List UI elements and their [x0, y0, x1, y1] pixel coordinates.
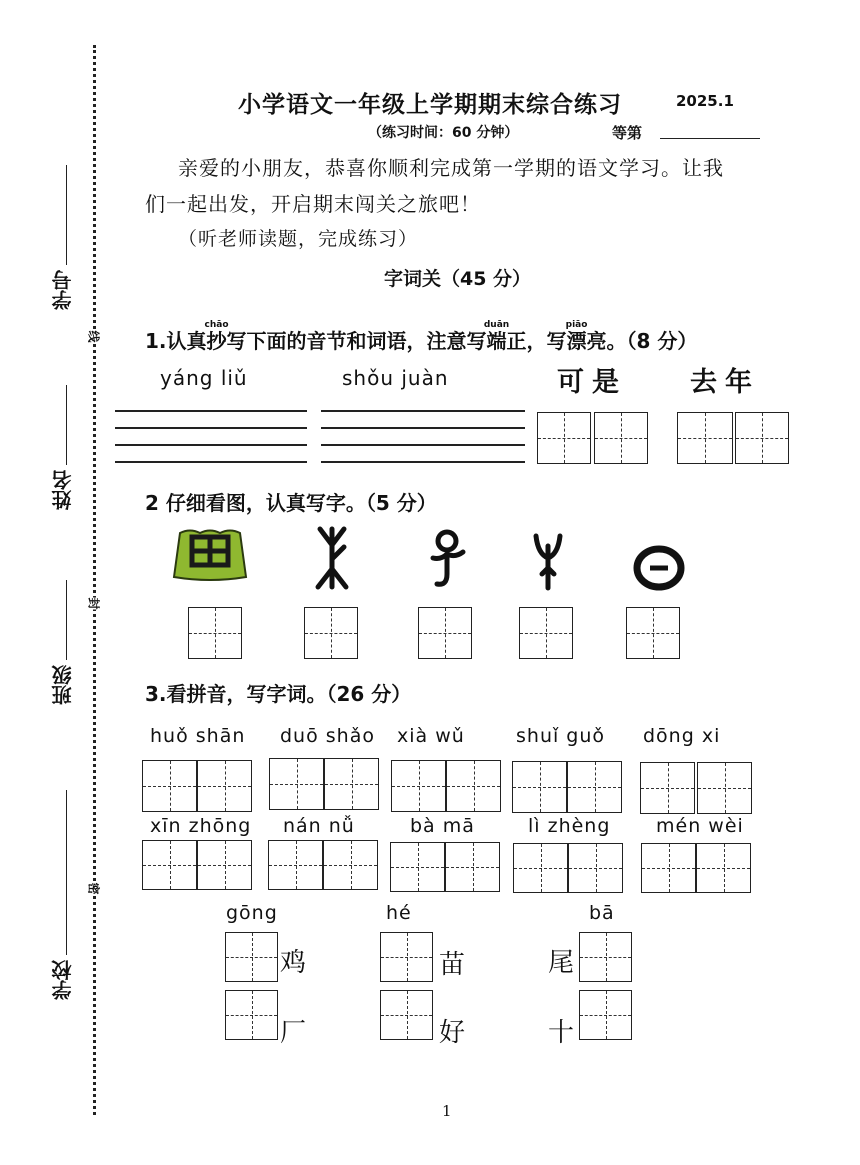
q3-tian-box[interactable]: [268, 840, 323, 890]
seal-char-mi: 密: [86, 882, 101, 895]
grass-pictograph-icon: [528, 532, 568, 592]
q3-char-hao: 好: [439, 1018, 466, 1048]
q1-ruby-piao: piāo: [565, 320, 588, 330]
q2-tian-box[interactable]: [418, 607, 472, 659]
q3-pinyin-ba: bā: [589, 902, 615, 924]
page-number: 1: [442, 1102, 452, 1120]
q1-tian-box[interactable]: [735, 412, 789, 464]
q1-num: 1.: [145, 329, 167, 353]
q3-tian-box[interactable]: [391, 760, 446, 812]
q3-tian-box[interactable]: [513, 843, 568, 893]
time-note: （练习时间：60 分钟）: [368, 125, 519, 141]
name-field[interactable]: [66, 385, 67, 465]
q3-char-shi: 十: [548, 1018, 575, 1048]
student-id-label: 学号: [51, 270, 75, 310]
q3-tian-box[interactable]: [567, 761, 622, 813]
q1-char-piao: 漂: [565, 329, 588, 353]
q1-char-duan: 端: [483, 329, 510, 353]
q1-ruby-duan: duān: [483, 320, 510, 330]
q3-pinyin: nán nǚ: [283, 815, 355, 837]
q3-pinyin: xià wǔ: [397, 725, 465, 747]
q1-tian-box[interactable]: [677, 412, 733, 464]
q3-pinyin: huǒ shān: [150, 725, 246, 747]
q3-title: 3.看拼音，写字词。（26 分）: [145, 682, 412, 706]
q1-pinyin-2: shǒu juàn: [342, 366, 449, 390]
q3-tian-box[interactable]: [640, 762, 695, 814]
q3-char-chang: 厂: [280, 1018, 307, 1048]
intro-line-3: （听老师读题，完成练习）: [178, 228, 419, 250]
q1-text-1: 认真: [166, 329, 207, 353]
q3-tian-box[interactable]: [225, 932, 278, 982]
q3-char-ji: 鸡: [280, 948, 307, 978]
q3-tian-box[interactable]: [324, 758, 379, 810]
q3-pinyin-gong: gōng: [226, 902, 278, 924]
q3-char-wei: 尾: [548, 948, 575, 978]
sun-pictograph-icon: [632, 544, 686, 592]
q3-pinyin: shuǐ guǒ: [516, 725, 606, 747]
q1-writing-lines-1[interactable]: [115, 410, 307, 466]
q1-word-2: 去年: [690, 367, 760, 398]
tree-pictograph-icon: [312, 525, 352, 591]
q3-tian-box[interactable]: [269, 758, 324, 810]
q2-tian-box[interactable]: [188, 607, 242, 659]
q1-word-1: 可是: [557, 367, 627, 398]
q1-text-3: 正，写: [506, 329, 567, 353]
class-label: 班级: [51, 665, 75, 705]
q1-writing-lines-2[interactable]: [321, 410, 525, 466]
school-field[interactable]: [66, 790, 67, 955]
q2-tian-box[interactable]: [626, 607, 680, 659]
q1-tian-box[interactable]: [594, 412, 648, 464]
q1-pinyin-1: yáng liǔ: [160, 366, 248, 390]
q1-text-4: 亮。（8 分）: [586, 329, 698, 353]
q2-title: 2 仔细看图，认真写字。（5 分）: [145, 491, 437, 515]
q3-pinyin: dōng xi: [643, 725, 721, 747]
q3-tian-box[interactable]: [142, 840, 197, 890]
child-pictograph-icon: [427, 528, 467, 590]
q3-tian-box[interactable]: [579, 932, 632, 982]
field-pictograph-icon: [170, 527, 250, 583]
q3-tian-box[interactable]: [697, 762, 752, 814]
q1-text-2: 写下面的音节和词语，注意写: [226, 329, 487, 353]
student-id-field[interactable]: [66, 165, 67, 265]
q2-tian-box[interactable]: [519, 607, 573, 659]
q3-tian-box[interactable]: [197, 840, 252, 890]
q3-char-miao: 苗: [439, 950, 466, 980]
q3-tian-box[interactable]: [380, 990, 433, 1040]
q2-tian-box[interactable]: [304, 607, 358, 659]
q1-ruby-chao: chāo: [204, 320, 229, 330]
section-title: 字词关（45 分）: [384, 268, 532, 290]
name-label: 姓名: [51, 470, 75, 510]
q3-tian-box[interactable]: [323, 840, 378, 890]
q3-tian-box[interactable]: [225, 990, 278, 1040]
q1-char-chao: 抄: [204, 329, 229, 353]
seal-dotted-line: [93, 45, 96, 1115]
q3-pinyin: mén wèi: [656, 815, 744, 837]
q3-tian-box[interactable]: [568, 843, 623, 893]
q3-tian-box[interactable]: [696, 843, 751, 893]
grade-label: 等第: [612, 124, 643, 142]
q3-tian-box[interactable]: [446, 760, 501, 812]
grade-field[interactable]: [660, 138, 760, 139]
q3-pinyin: bà mā: [410, 815, 475, 837]
q3-pinyin: lì zhèng: [528, 815, 611, 837]
q3-pinyin: xīn zhōng: [150, 815, 252, 837]
q3-tian-box[interactable]: [512, 761, 567, 813]
q3-tian-box[interactable]: [579, 990, 632, 1040]
q3-pinyin-he: hé: [386, 902, 412, 924]
page-title: 小学语文一年级上学期期末综合练习: [238, 92, 622, 118]
exam-date: 2025.1: [676, 92, 734, 110]
q3-tian-box[interactable]: [380, 932, 433, 982]
q3-tian-box[interactable]: [142, 760, 197, 812]
class-field[interactable]: [66, 580, 67, 660]
q3-tian-box[interactable]: [197, 760, 252, 812]
school-label: 学校: [51, 960, 75, 1000]
intro-line-1: 亲爱的小朋友，恭喜你顺利完成第一学期的语文学习。让我: [178, 156, 724, 180]
q1-tian-box[interactable]: [537, 412, 591, 464]
q3-tian-box[interactable]: [641, 843, 696, 893]
q1-title: [145, 320, 697, 354]
intro-line-2: 们一起出发，开启期末闯关之旅吧！: [145, 192, 481, 216]
q3-tian-box[interactable]: [390, 842, 445, 892]
seal-char-feng: 封: [86, 597, 101, 610]
q3-tian-box[interactable]: [445, 842, 500, 892]
q3-pinyin: duō shǎo: [280, 725, 375, 747]
seal-char-xian: 线: [86, 330, 101, 343]
